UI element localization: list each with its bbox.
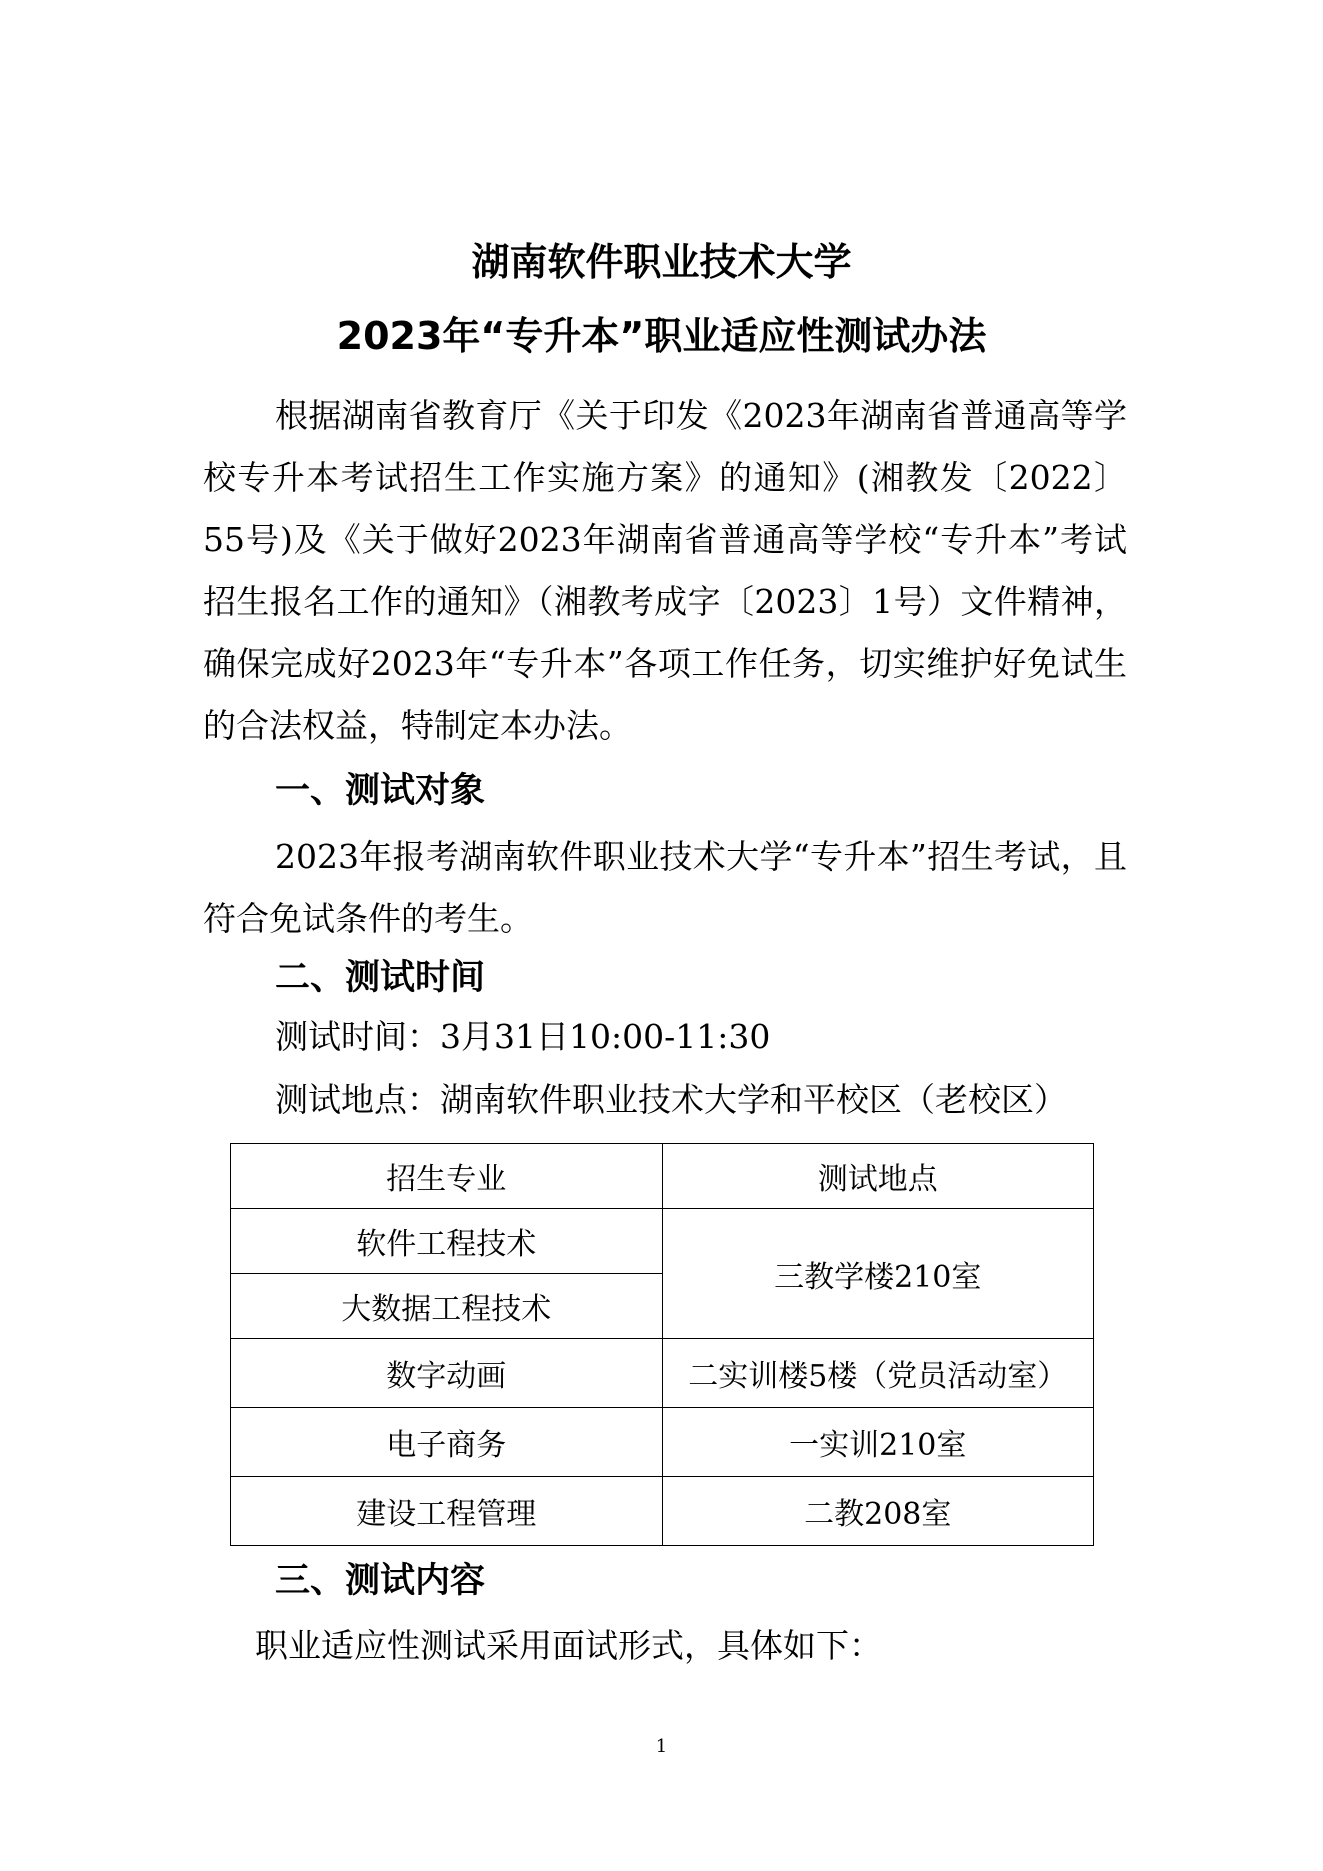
- table-header-cell: 测试地点: [662, 1144, 1094, 1209]
- intro-paragraph: 根据湖南省教育厅《关于印发《2023年湖南省普通高等学校专升本考试招生工作实施方案》的通知》(湘教发〔2022〕55号)及《关于做好2023年湖南省普通高等学校“专升本”考试招生报名工作的通知》（湘教考成字〔2023〕1号）文件精神，确保完成好2023年“专升本”各项工作任务，切实维护好免试生的合法权益，特制定本办法。: [203, 396, 1127, 745]
- table-row: [231, 1477, 1094, 1546]
- table-cell-major: 数字动画: [231, 1339, 663, 1408]
- test-time-line: 测试时间：3月31日10:00-11:30: [275, 1017, 771, 1056]
- table-cell-major: 软件工程技术: [231, 1209, 663, 1274]
- test-location-table: [230, 1143, 1094, 1546]
- document-subtitle: 2023年“专升本”职业适应性测试办法: [336, 314, 987, 358]
- page-number: 1: [655, 1736, 668, 1757]
- table-header-cell: 招生专业: [231, 1144, 663, 1209]
- table-cell-major: 大数据工程技术: [231, 1274, 663, 1339]
- table-row: [231, 1408, 1094, 1477]
- section-heading-test-time: 二、测试时间: [275, 958, 486, 998]
- section-heading-test-subjects: 一、测试对象: [275, 771, 486, 811]
- table-cell-location: 三教学楼210室: [662, 1209, 1094, 1339]
- table-cell-major: 建设工程管理: [231, 1477, 663, 1546]
- section-heading-test-content: 三、测试内容: [275, 1561, 486, 1601]
- table-cell-location: 一实训210室: [662, 1408, 1094, 1477]
- table-row: [231, 1339, 1094, 1408]
- table-header-row: [231, 1144, 1094, 1209]
- test-place-line: 测试地点：湖南软件职业技术大学和平校区（老校区）: [275, 1080, 1067, 1119]
- test-content-line: 职业适应性测试采用面试形式，具体如下：: [255, 1626, 882, 1665]
- table-cell-location: 二教208室: [662, 1477, 1094, 1546]
- document-title: 湖南软件职业技术大学: [471, 240, 852, 284]
- table-cell-location: 二实训楼5楼（党员活动室）: [662, 1339, 1094, 1408]
- table-row: [231, 1209, 1094, 1274]
- test-subjects-paragraph: 2023年报考湖南软件职业技术大学“专升本”招生考试，且符合免试条件的考生。: [203, 837, 1127, 938]
- table-cell-major: 电子商务: [231, 1408, 663, 1477]
